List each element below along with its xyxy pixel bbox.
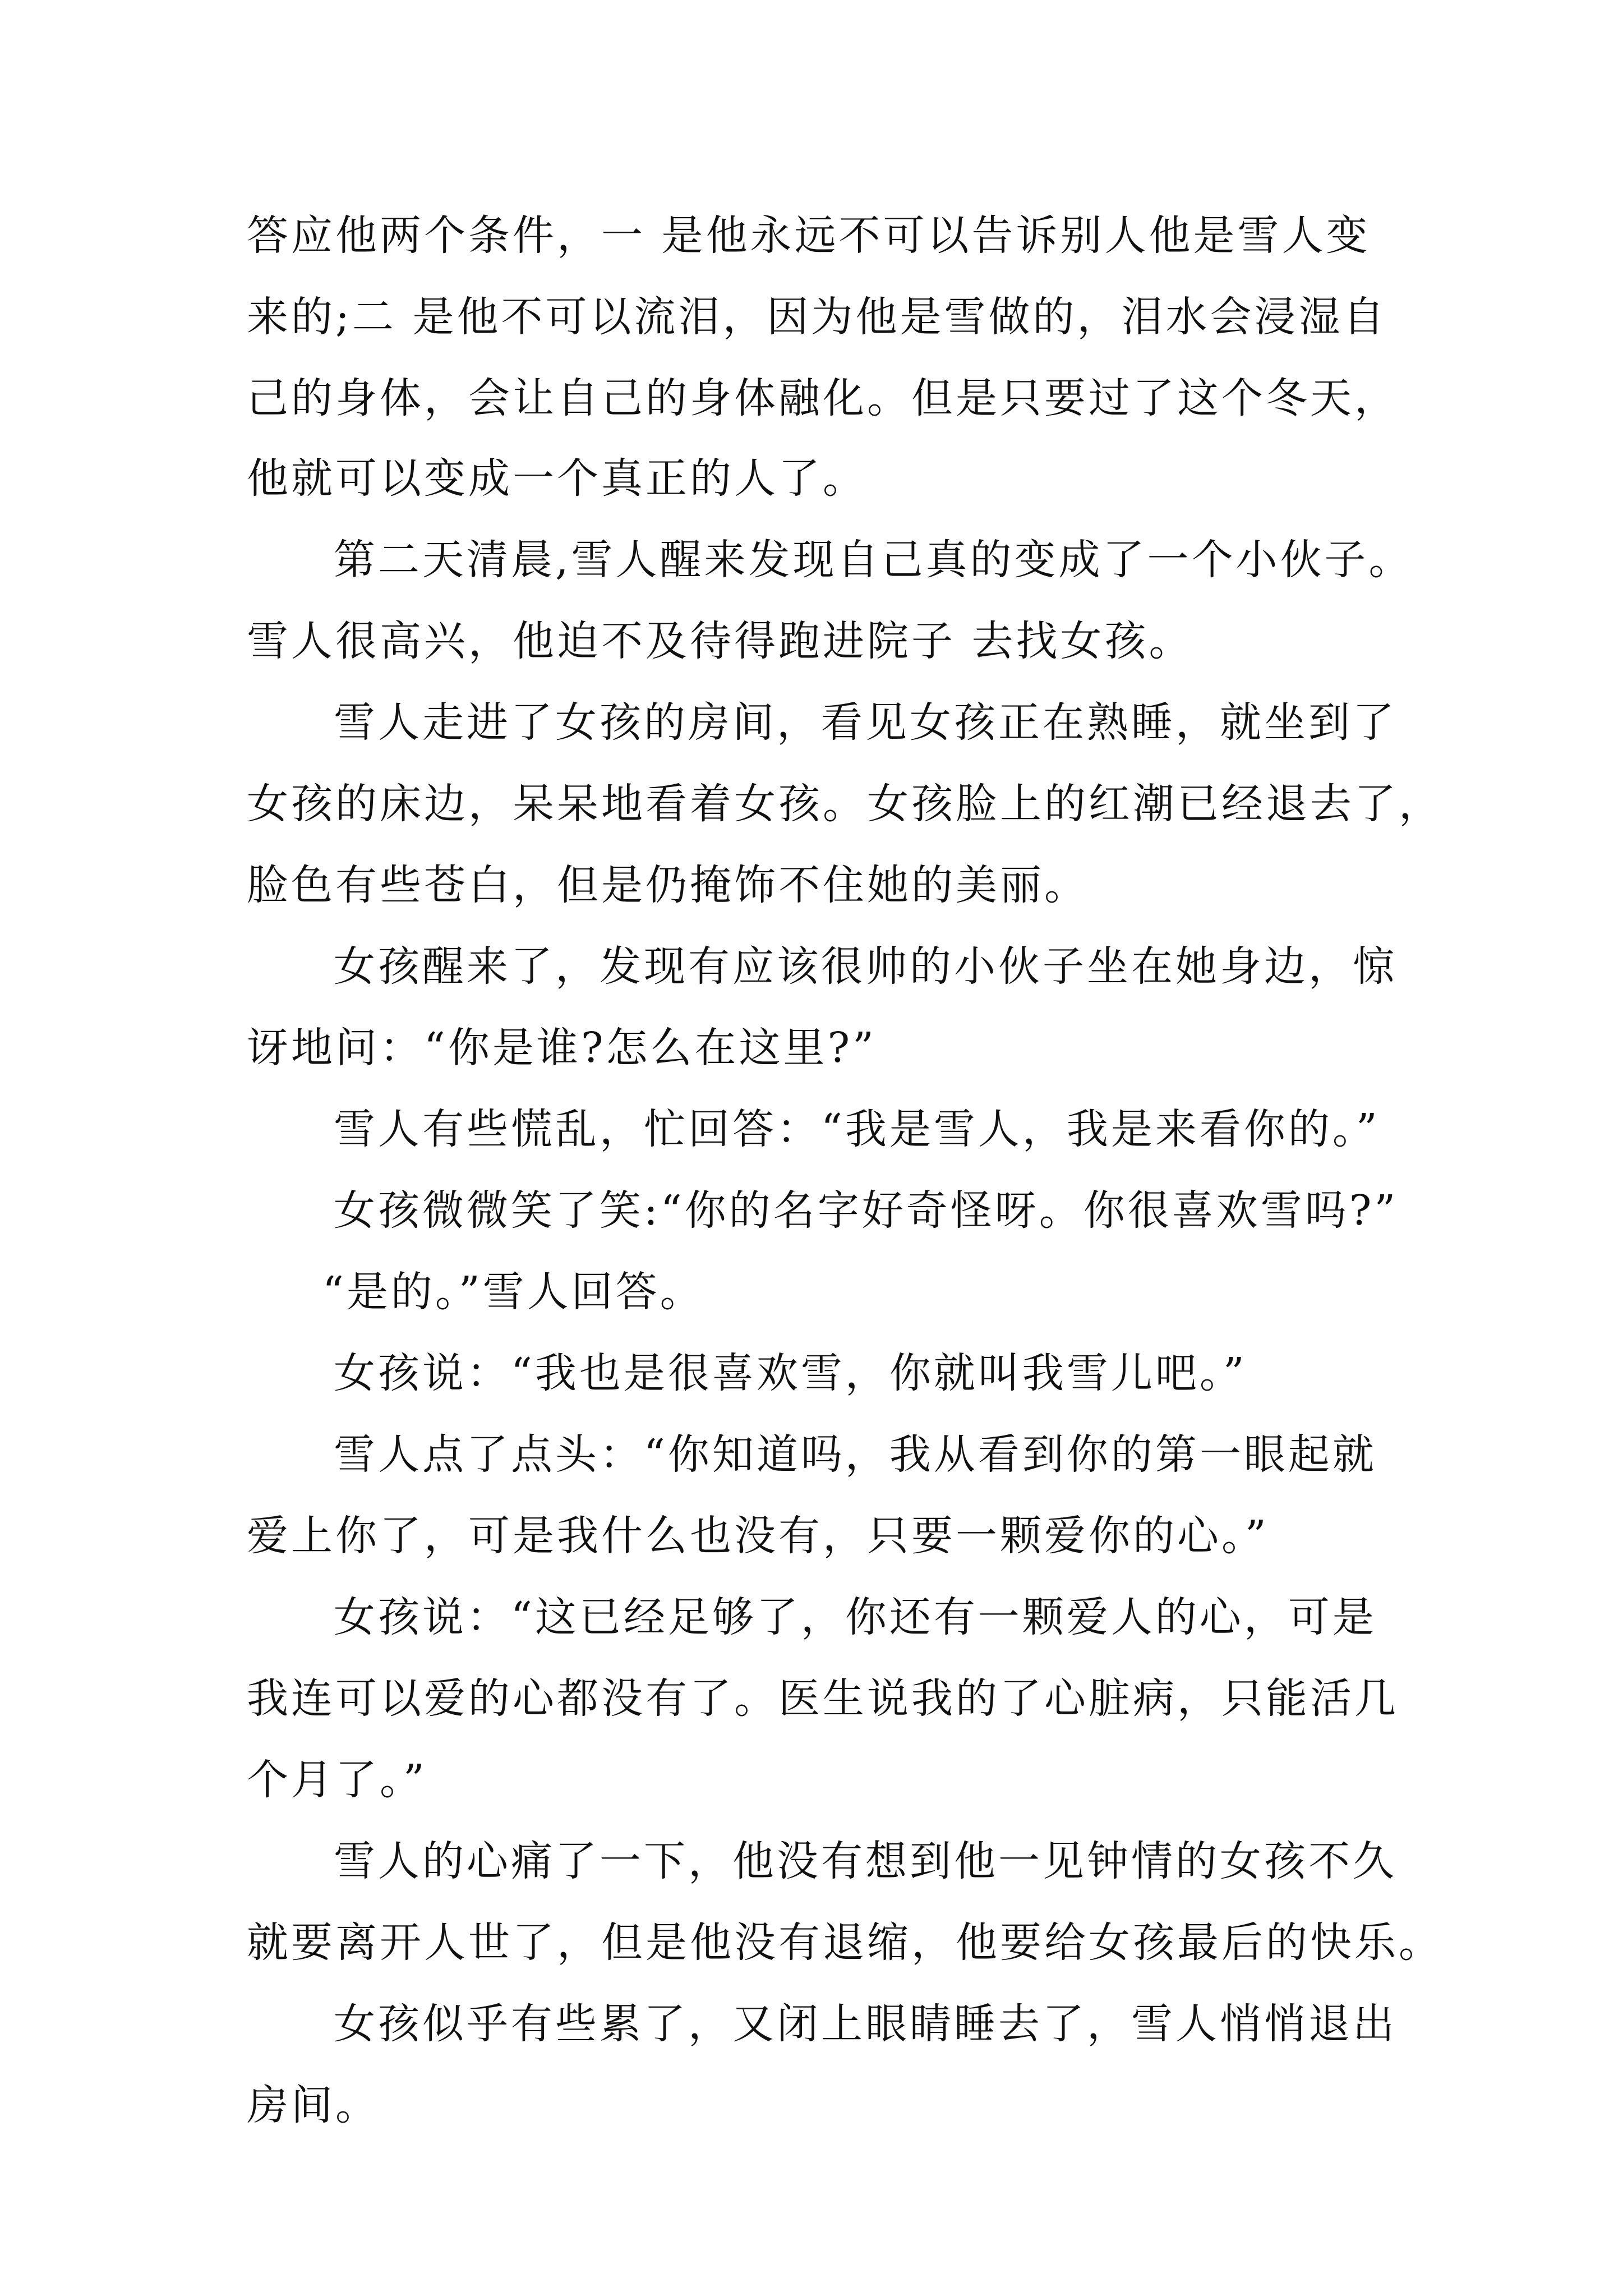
text-line: 个月了。” bbox=[247, 1756, 427, 1804]
paragraph-first-line: “是的。”雪人回答。 bbox=[322, 1268, 704, 1316]
text-line: 雪人很高兴，他迫不及待得跑进院子 去找女孩。 bbox=[247, 617, 1193, 665]
text-line: 爱上你了，可是我什么也没有，只要一颗爱你的心。” bbox=[247, 1512, 1269, 1560]
text-line: 答应他两个条件，一 是他永远不可以告诉别人他是雪人变 bbox=[247, 211, 1371, 260]
text-line: 他就可以变成一个真正的人了。 bbox=[247, 454, 867, 503]
paragraph-first-line: 雪人的心痛了一下，他没有想到他一见钟情的女孩不久 bbox=[334, 1837, 1397, 1885]
paragraph-first-line: 第二天清晨,雪人醒来发现自己真的变成了一个小伙子。 bbox=[334, 536, 1413, 584]
paragraph-first-line: 雪人有些慌乱，忙回答：“我是雪人，我是来看你的。” bbox=[334, 1105, 1380, 1153]
paragraph-first-line: 女孩似乎有些累了，又闭上眼睛睡去了，雪人悄悄退出 bbox=[334, 2000, 1397, 2048]
text-line: 我连可以爱的心都没有了。医生说我的了心脏病，只能活几 bbox=[247, 1674, 1399, 1723]
text-line: 脸色有些苍白，但是仍掩饰不住她的美丽。 bbox=[247, 861, 1089, 909]
text-line: 房间。 bbox=[247, 2081, 380, 2129]
text-line: 女孩的床边，呆呆地看着女孩。女孩脸上的红潮已经退去了， bbox=[247, 780, 1443, 828]
paragraph-first-line: 女孩醒来了，发现有应该很帅的小伙子坐在她身边，惊 bbox=[334, 942, 1397, 991]
paragraph-first-line: 女孩微微笑了笑:“你的名字好奇怪呀。你很喜欢雪吗?” bbox=[334, 1186, 1399, 1235]
paragraph-first-line: 女孩说：“我也是很喜欢雪，你就叫我雪儿吧。” bbox=[334, 1349, 1247, 1397]
paragraph-first-line: 女孩说：“这已经足够了，你还有一颗爱人的心，可是 bbox=[334, 1593, 1377, 1641]
text-line: 讶地问：“你是谁?怎么在这里?” bbox=[247, 1024, 877, 1072]
text-line: 己的身体，会让自己的身体融化。但是只要过了这个冬天， bbox=[247, 374, 1399, 422]
text-line: 来的;二 是他不可以流泪，因为他是雪做的，泪水会浸湿自 bbox=[247, 293, 1387, 341]
paragraph-first-line: 雪人点了点头：“你知道吗，我从看到你的第一眼起就 bbox=[334, 1430, 1377, 1479]
text-line: 就要离开人世了，但是他没有退缩，他要给女孩最后的快乐。 bbox=[247, 1918, 1443, 1967]
paragraph-first-line: 雪人走进了女孩的房间，看见女孩正在熟睡，就坐到了 bbox=[334, 698, 1397, 747]
